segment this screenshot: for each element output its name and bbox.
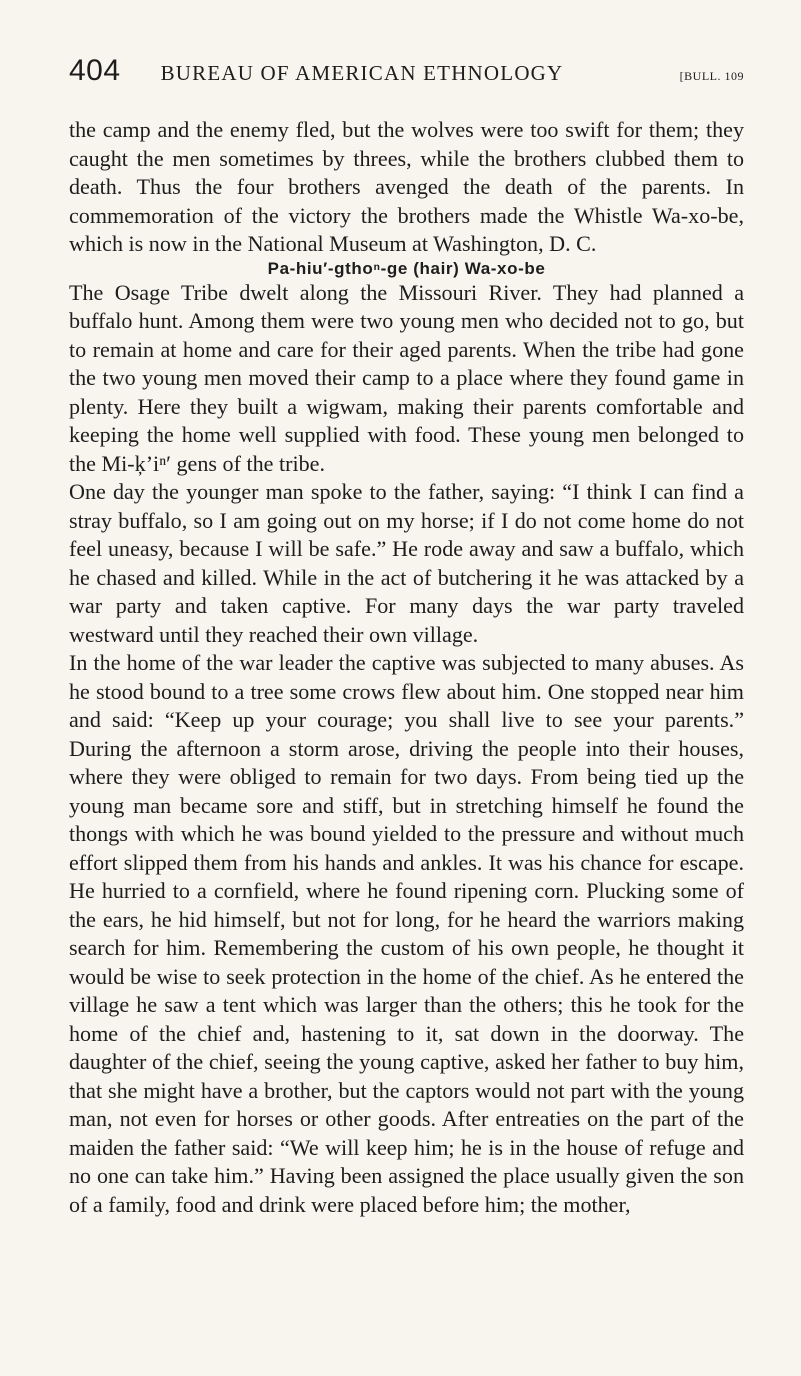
paragraph-continuation: the camp and the enemy fled, but the wolves were too swift for them; they caught the men sometimes by threes, while the brothers clubbed them to death. Thus the four brothers avenged the death of the parents. In commemoration of the victory the brothers made the Whistle Wa-xo-be, which is now in the National Museum at Washington, D. C.: [69, 117, 744, 256]
paragraph: The Osage Tribe dwelt along the Missouri River. They had planned a buffalo hunt. Among them were two young men who decided not to go, but to remain at home and care for their aged parents. When the tribe had gone the two young men moved their camp to a place where they found game in plenty. Here they built a wigwam, making their parents comfortable and keeping the home well supplied with food. These young men belonged to the Mi-ķ’iⁿ′ gens of the tribe.: [69, 279, 744, 476]
book-page: [69, 54, 744, 1219]
paragraph: In the home of the war leader the captive was subjected to many abuses. As he stood bound to a tree some crows flew about him. One stopped near him and said: “Keep up your courage; you shall live to see your parents.” During the afternoon a storm arose, driving the people into their houses, where they were obliged to remain for two days. From being tied up the young man became sore and stiff, but in stretching himself he found the thongs with which he was bound yielded to the pressure and without much effort slipped them from his hands and ankles. It was his chance for escape. He hurried to a cornfield, where he found ripening corn. Plucking some of the ears, he hid himself, but not for long, for he heard the warriors making search for him. Remembering the custom of his own people, he thought it would be wise to seek protection in the home of the chief. As he entered the village he saw a tent which was larger than the others; this he took for the home of the chief and, hastening to it, sat down in the doorway. The daughter of the chief, seeing the young captive, asked her father to buy him, that she might have a brother, but the captors would not part with the young man, not even for horses or other goods. After entreaties on the part of the maiden the father said: “We will keep him; he is in the house of refuge and no one can take him.” Having been assigned the place usually given the son of a family, food and drink were placed before him; the mother,: [69, 650, 744, 1217]
page-header: [69, 54, 744, 94]
section-heading: Pa-hiu′-gthoⁿ-ge (hair) Wa-xo-be: [267, 258, 546, 278]
bulletin-reference: [BULL. 109: [679, 69, 744, 83]
paragraph: One day the younger man spoke to the father, saying: “I think I can find a stray buffalo, so I am going out on my horse; if I do not come home do not feel uneasy, because I will be safe.” He rode away and saw a buffalo, which he chased and killed. While in the act of butchering it he was attacked by a war party and taken captive. For many days the war party traveled westward until they reached their own village.: [69, 479, 744, 647]
body-text: [69, 116, 744, 1219]
running-title: BUREAU OF AMERICAN ETHNOLOGY: [160, 61, 564, 85]
page-number: 404: [69, 54, 121, 87]
